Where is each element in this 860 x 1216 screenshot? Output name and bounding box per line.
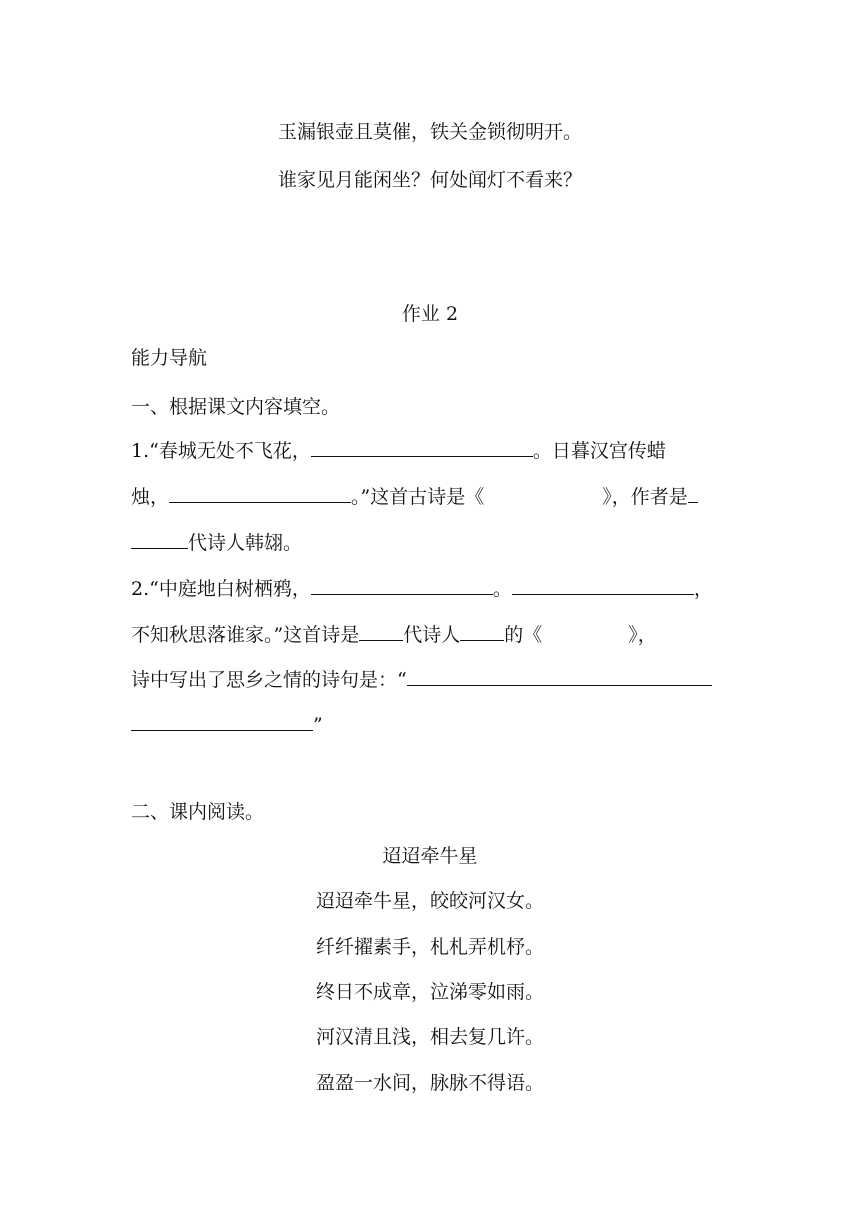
poem-line: 盈盈一水间，脉脉不得语。: [315, 1072, 544, 1094]
question-2-line-2: [131, 622, 657, 647]
poem-line: 迢迢牵牛星，皎皎河汉女。: [315, 890, 544, 912]
fill-blank[interactable]: [169, 484, 351, 503]
fill-blank[interactable]: [131, 712, 313, 731]
poem-line: 终日不成章，泣涕零如雨。: [315, 981, 544, 1003]
q2-text-c: ，: [693, 578, 713, 600]
section-title: 作业 2: [401, 303, 459, 325]
part2-heading: 二、课内阅读。: [131, 801, 265, 823]
poem-line: 玉漏银壶且莫催，铁关金锁彻明开。: [277, 121, 582, 143]
q1-text-b: 。日暮汉宫传蜡: [532, 440, 666, 462]
question-1-line-3: [131, 530, 302, 555]
fill-blank[interactable]: [311, 438, 533, 457]
poem-line: 谁家见月能闲坐？何处闻灯不看来？: [277, 169, 582, 191]
q1-text-c: 烛，: [131, 486, 170, 508]
q2-text-h: 诗中写出了思乡之情的诗句是：“: [131, 669, 407, 691]
fill-blank[interactable]: [131, 530, 188, 549]
fill-blank[interactable]: [512, 576, 694, 595]
fill-blank[interactable]: [407, 667, 712, 686]
q1-text-e: 》，作者是: [602, 486, 688, 508]
fill-blank[interactable]: [359, 622, 403, 641]
poem-line: 纤纤擢素手，札札弄机杼。: [315, 936, 544, 958]
question-2-line-3: [131, 667, 712, 692]
q2-text-f: 的《: [504, 624, 543, 646]
question-1-line-1: [131, 438, 666, 463]
q2-text-a: 2.“中庭地白树栖鸦，: [131, 578, 311, 600]
question-2-line-4: [131, 712, 323, 737]
question-1-line-2: [131, 484, 698, 509]
fill-blank[interactable]: [460, 622, 504, 641]
question-2-line-1: [131, 576, 713, 601]
q2-text-g: 》，: [628, 624, 657, 646]
fill-blank[interactable]: [688, 484, 698, 503]
q1-text-d: 。”这首古诗是《: [351, 486, 485, 508]
poem-title: 迢迢牵牛星: [382, 845, 478, 867]
fill-blank[interactable]: [311, 576, 493, 595]
section-subtitle: 能力导航: [131, 347, 208, 369]
q1-text-a: 1.“春城无处不飞花，: [131, 440, 311, 462]
q2-text-b: 。: [492, 578, 512, 600]
q2-text-d: 不知秋思落谁家。”这首诗是: [131, 624, 360, 646]
part1-heading: 一、根据课文内容填空。: [131, 396, 341, 418]
poem-line: 河汉清且浅，相去复几许。: [315, 1026, 544, 1048]
q2-text-i: ”: [313, 714, 323, 736]
q1-text-f: 代诗人韩翃。: [188, 532, 303, 554]
q2-text-e: 代诗人: [403, 624, 461, 646]
